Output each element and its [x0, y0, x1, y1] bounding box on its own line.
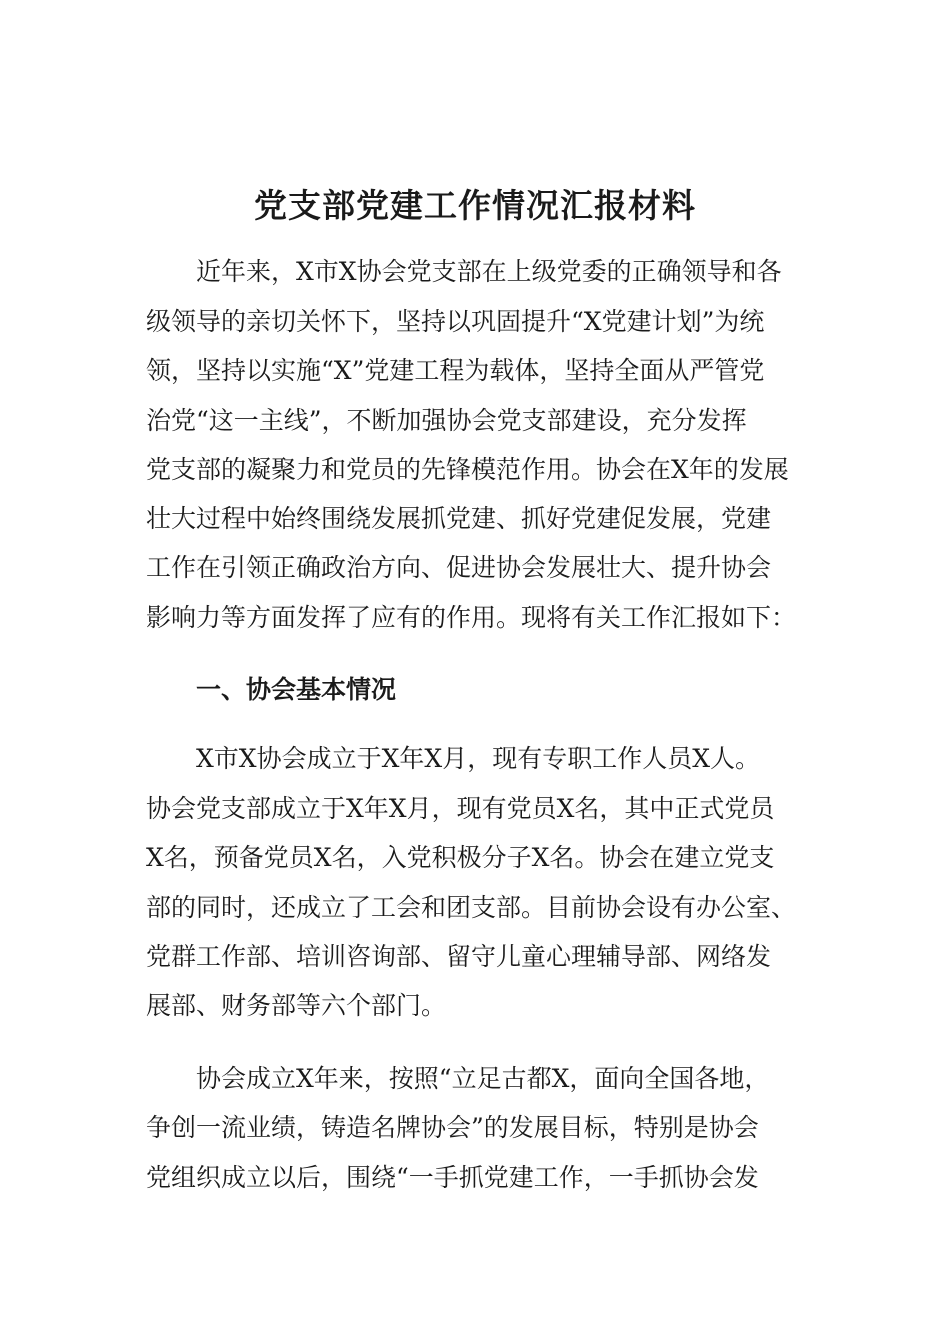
paragraph-line: 壮大过程中始终围绕发展抓党建、抓好党建促发展，党建 [146, 504, 772, 533]
paragraph-line: 工作在引领正确政治方向、促进协会发展壮大、提升协会 [146, 553, 772, 582]
paragraph-line: 协会党支部成立于X年X月，现有党员X名，其中正式党员 [146, 794, 775, 823]
paragraph-line: 领，坚持以实施“X”党建工程为载体，坚持全面从严管党 [146, 356, 765, 385]
paragraph-line: 展部、财务部等六个部门。 [146, 991, 447, 1020]
paragraph-line: 争创一流业绩，铸造名牌协会”的发展目标，特别是协会 [146, 1113, 759, 1142]
paragraph-line: 级领导的亲切关怀下，坚持以巩固提升“X党建计划”为统 [146, 307, 765, 336]
paragraph-line: 协会成立X年来，按照“立足古都X，面向全国各地， [196, 1064, 770, 1093]
paragraph-line: 党组织成立以后，围绕“一手抓党建工作，一手抓协会发 [146, 1163, 759, 1192]
paragraph-line: 影响力等方面发挥了应有的作用。现将有关工作汇报如下： [146, 603, 797, 632]
paragraph-line: 部的同时，还成立了工会和团支部。目前协会设有办公室、 [146, 893, 797, 922]
paragraph-line: 党群工作部、培训咨询部、留守儿童心理辅导部、网络发 [146, 942, 772, 971]
paragraph-line: 近年来，X市X协会党支部在上级党委的正确领导和各 [196, 257, 782, 286]
document-title: 党支部党建工作情况汇报材料 [254, 186, 696, 225]
paragraph-line: X名，预备党员X名，入党积极分子X名。协会在建立党支 [146, 843, 775, 872]
paragraph-line: 治党“这一主线”，不断加强协会党支部建设，充分发挥 [146, 406, 747, 435]
section-heading: 一、协会基本情况 [196, 675, 397, 704]
paragraph-line: 党支部的凝聚力和党员的先锋模范作用。协会在X年的发展 [146, 455, 789, 484]
paragraph-line: X市X协会成立于X年X月，现有专职工作人员X人。 [196, 744, 760, 773]
